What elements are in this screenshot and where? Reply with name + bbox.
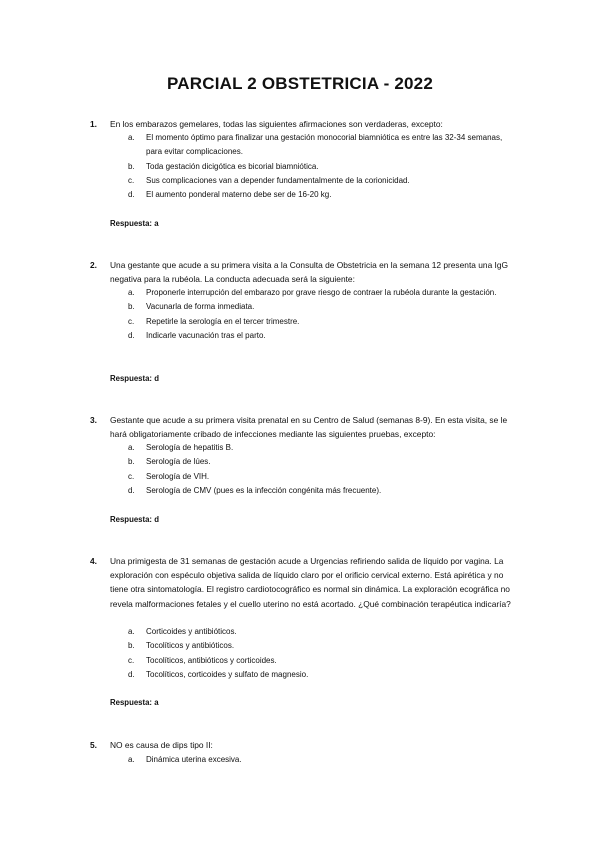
option-text: El aumento ponderal materno debe ser de 16-20 kg. bbox=[146, 190, 332, 200]
option-text: Tocolíticos, corticoides y sulfato de magnesio. bbox=[146, 669, 309, 679]
document-title: PARCIAL 2 OBSTETRICIA - 2022 bbox=[166, 74, 433, 93]
option-d bbox=[0, 188, 600, 202]
option-c bbox=[0, 315, 600, 329]
option-c bbox=[0, 470, 600, 484]
question-text: NO es causa de dips tipo II: bbox=[110, 740, 213, 750]
option-letter: b. bbox=[128, 302, 135, 312]
option-text: Vacunarla de forma inmediata. bbox=[146, 302, 255, 312]
options-list bbox=[0, 753, 600, 767]
option-text: Serología de CMV (pues es la infección congénita más frecuente). bbox=[146, 485, 382, 495]
option-letter: c. bbox=[128, 655, 135, 665]
answer-label: Respuesta: a bbox=[110, 698, 159, 707]
options-list bbox=[0, 286, 600, 343]
option-c bbox=[0, 174, 600, 188]
option-b bbox=[0, 639, 600, 653]
question-text: Una primigesta de 31 semanas de gestación acude a Urgencias refiriendo salida de líquido por vagina. La exploración con espéculo objetiva salida de líquido claro por el orificio cervical externo. Está apirética y no tiene otra sintomatología. El registro cardiotocográfico es normal sin dinámica. La exploración ecográfica no revela malformaciones fetales y el cuello uterino no está acortado. ¿Qué combinación terapéutica indicaría? bbox=[110, 556, 511, 609]
option-b bbox=[0, 160, 600, 174]
option-b bbox=[0, 455, 600, 469]
option-letter: c. bbox=[128, 316, 135, 326]
option-a bbox=[0, 625, 600, 639]
option-letter: a. bbox=[128, 133, 135, 142]
option-letter: d. bbox=[128, 669, 135, 679]
option-letter: b. bbox=[128, 161, 135, 171]
option-c bbox=[0, 654, 600, 668]
option-text: Tocolíticos y antibióticos. bbox=[146, 641, 235, 651]
options-list bbox=[0, 625, 600, 682]
option-letter: a. bbox=[128, 755, 135, 764]
question-text: En los embarazos gemelares, todas las siguientes afirmaciones son verdaderas, excepto: bbox=[110, 119, 443, 129]
question-text: Una gestante que acude a su primera visita a la Consulta de Obstetricia en la semana 12 presenta una IgG negativa para la rubéola. La conducta adecuada será la siguiente: bbox=[110, 260, 509, 285]
answer-label: Respuesta: a bbox=[110, 219, 159, 228]
option-letter: b. bbox=[128, 641, 135, 651]
option-text: Serología de lúes. bbox=[146, 457, 211, 467]
option-letter: d. bbox=[128, 330, 135, 340]
option-text: Toda gestación dicigótica es bicorial biamniótica. bbox=[146, 161, 319, 171]
question-number: 2. bbox=[90, 260, 97, 270]
answer-label: Respuesta: d bbox=[110, 374, 159, 383]
option-letter: a. bbox=[128, 288, 135, 297]
options-list bbox=[0, 131, 600, 202]
option-letter: b. bbox=[128, 457, 135, 467]
option-letter: a. bbox=[128, 627, 135, 636]
answer-label: Respuesta: d bbox=[110, 515, 159, 524]
option-a bbox=[0, 753, 600, 767]
question-number: 4. bbox=[90, 556, 97, 566]
question-text: Gestante que acude a su primera visita prenatal en su Centro de Salud (semanas 8-9). En esta visita, se le hará obligatoriamente cribado de infecciones mediante las siguientes pruebas, excepto: bbox=[110, 415, 508, 440]
option-letter: a. bbox=[128, 443, 135, 452]
question-number: 3. bbox=[90, 415, 97, 425]
option-letter: d. bbox=[128, 190, 135, 200]
option-a bbox=[0, 286, 600, 300]
option-letter: d. bbox=[128, 485, 135, 495]
option-d bbox=[0, 484, 600, 498]
option-letter: c. bbox=[128, 471, 135, 481]
option-text: Proponerle interrupción del embarazo por grave riesgo de contraer la rubéola durante la gestación. bbox=[146, 288, 497, 297]
option-text: Sus complicaciones van a depender fundamentalmente de la corionicidad. bbox=[146, 175, 410, 185]
question-number: 5. bbox=[90, 740, 97, 750]
option-a bbox=[0, 131, 600, 160]
option-d bbox=[0, 329, 600, 343]
option-d bbox=[0, 668, 600, 682]
option-text: Dinámica uterina excesiva. bbox=[146, 755, 242, 764]
option-text: Repetirle la serología en el tercer trimestre. bbox=[146, 316, 300, 326]
option-text: Tocolíticos, antibióticos y corticoides. bbox=[146, 655, 277, 665]
options-list bbox=[0, 441, 600, 498]
option-text: Indicarle vacunación tras el parto. bbox=[146, 330, 266, 340]
option-a bbox=[0, 441, 600, 455]
option-letter: c. bbox=[128, 175, 135, 185]
option-b bbox=[0, 300, 600, 314]
option-text: El momento óptimo para finalizar una gestación monocorial biamniótica es entre las 32-34 semanas, para evitar complicaciones. bbox=[146, 133, 503, 157]
option-text: Corticoides y antibióticos. bbox=[146, 627, 237, 636]
option-text: Serología de hepatitis B. bbox=[146, 443, 234, 452]
option-text: Serología de VIH. bbox=[146, 471, 210, 481]
question-number: 1. bbox=[90, 119, 97, 129]
